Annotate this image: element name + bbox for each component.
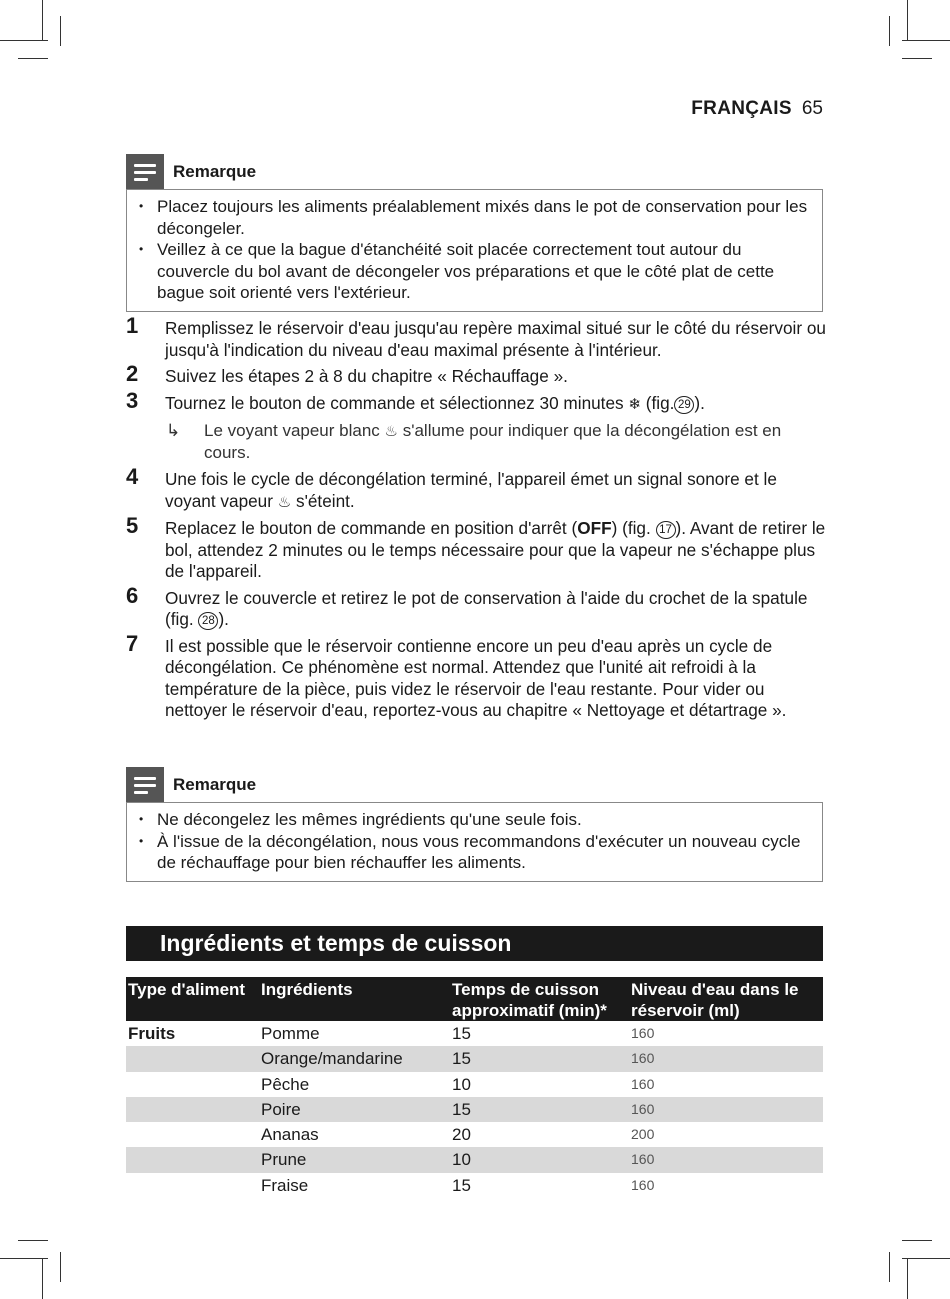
note-icon: [126, 154, 164, 190]
crop-mark: [889, 16, 890, 46]
table-cell: Prune: [259, 1147, 450, 1172]
step-text: Il est possible que le réservoir contienne encore un peu d'eau après un cycle de décongélation. Ce phénomène est normal. Attendez que l'unité ait refroidi à la température de la pièce, puis videz le réservoir de l'eau restante. Pour vider ou nettoyer le réservoir d'eau, reportez-vous au chapitre « Nettoyage et détartrage ».: [165, 635, 787, 720]
figure-reference: 28: [198, 612, 218, 630]
table-cell: Pomme: [261, 1024, 320, 1043]
table-cell: Ananas: [261, 1125, 319, 1145]
crop-mark: [902, 1240, 932, 1241]
table-row: [126, 1046, 823, 1071]
step-text: ). Avant de retirer le bol, attendez 2 minutes ou le temps nécessaire pour que la vapeur ne s'échappe plus de l'appareil.: [165, 518, 826, 581]
table-header-row: [126, 977, 823, 1021]
table-cell: Pêche: [261, 1074, 310, 1094]
crop-mark: [902, 1258, 950, 1259]
steam-icon: ♨: [277, 493, 292, 511]
crop-mark: [18, 1240, 48, 1241]
table-cell: 15: [452, 1024, 471, 1043]
table-cell: [126, 1122, 259, 1147]
table-cell: 160: [631, 1075, 655, 1092]
page-number: 65: [801, 98, 823, 119]
defrost-icon: ❄: [628, 395, 641, 413]
note-bullet: • Placez toujours les aliments préalablement mixés dans le pot de conservation pour les décongeler.: [135, 196, 814, 239]
table-cell: 10: [450, 1147, 629, 1172]
step-text: ) (fig.: [611, 518, 651, 538]
table-row: [126, 1147, 823, 1172]
cooking-table: [126, 977, 823, 1198]
note-bullet: • À l'issue de la décongélation, nous vous recommandons d'exécuter un nouveau cycle de réchauffage pour bien réchauffer les aliments.: [135, 831, 814, 874]
table-cell: Poire: [259, 1097, 450, 1122]
result-text: s'allume pour indiquer que la décongélation est en cours.: [204, 421, 782, 462]
crop-mark: [0, 1258, 48, 1259]
table-cell: Orange/mandarine: [259, 1046, 450, 1071]
table-cell: 10: [452, 1074, 471, 1094]
result-text: Le voyant vapeur blanc: [204, 421, 380, 440]
crop-mark: [42, 0, 43, 40]
step-item: [126, 630, 826, 722]
column-header: Temps de cuisson approximatif (min)*: [450, 977, 629, 1021]
column-header: Type d'aliment: [126, 977, 259, 1021]
figure-reference: 29: [674, 396, 694, 414]
table-cell: 160: [631, 1176, 655, 1193]
step-text: s'éteint.: [295, 490, 355, 511]
crop-mark: [902, 40, 950, 41]
step-text: ).: [218, 609, 229, 629]
table-cell: Fruits: [128, 1024, 176, 1043]
table-row: [126, 1122, 823, 1147]
table-cell: 160: [631, 1025, 655, 1041]
crop-mark: [18, 58, 48, 59]
language-label: FRANÇAIS: [691, 98, 792, 119]
table-cell: 15: [450, 1097, 629, 1122]
table-row: [126, 1097, 823, 1122]
table-cell: [126, 1046, 259, 1071]
section-title: Ingrédients et temps de cuisson: [126, 926, 823, 961]
note-box: [126, 802, 823, 882]
table-cell: 200: [631, 1126, 655, 1143]
step-item: [126, 513, 826, 583]
page-header: [691, 98, 823, 120]
table-cell: [126, 1072, 259, 1097]
step-number: 5: [126, 513, 139, 538]
crop-mark: [889, 1252, 890, 1282]
step-item: [126, 313, 826, 361]
column-header: Niveau d'eau dans le réservoir (ml): [629, 977, 823, 1021]
step-text: Remplissez le réservoir d'eau jusqu'au repère maximal situé sur le côté du réservoir ou jusqu'à l'indication du niveau d'eau maximal présente à l'intérieur.: [165, 318, 826, 360]
step-text: Ouvrez le couvercle et retirez le pot de conservation à l'aide du crochet de la spatule (fig.: [165, 587, 808, 629]
figure-reference: 17: [656, 521, 676, 539]
table-row: [126, 1173, 823, 1198]
step-number: 7: [126, 630, 139, 656]
step-text: ).: [694, 392, 705, 413]
table-row: [126, 1072, 823, 1097]
step-item: [126, 582, 826, 631]
step-item: [126, 464, 826, 513]
table-cell: [126, 1147, 259, 1172]
step-number: 3: [126, 387, 139, 413]
note-box: [126, 189, 823, 312]
note-header: [126, 767, 256, 803]
note-label: Remarque: [173, 775, 257, 794]
note-bullet: • Veillez à ce que la bague d'étanchéité soit placée correctement tout autour du couvercle du bol avant de décongeler vos préparations et que le côté plat de cette bague soit orienté vers l'extérieur.: [135, 239, 814, 304]
step-item: [126, 387, 826, 416]
table-cell: [126, 1097, 259, 1122]
crop-mark: [0, 40, 48, 41]
crop-mark: [902, 58, 932, 59]
step-number: 6: [126, 582, 139, 608]
step-number: 4: [126, 464, 139, 489]
steam-icon: ♨: [384, 423, 398, 440]
step-number: 1: [126, 313, 139, 338]
table-row: [126, 1021, 823, 1046]
table-cell: Fraise: [261, 1175, 309, 1195]
off-label: OFF: [577, 518, 612, 538]
step-text: Suivez les étapes 2 à 8 du chapitre « Réchauffage ».: [165, 366, 568, 386]
crop-mark: [60, 1252, 61, 1282]
crop-mark: [42, 1258, 43, 1299]
note-label: Remarque: [173, 162, 257, 181]
step-text: Une fois le cycle de décongélation terminé, l'appareil émet un signal sonore et le voyant vapeur: [165, 469, 777, 511]
table-cell: 15: [452, 1175, 471, 1195]
column-header: Ingrédients: [259, 977, 450, 1021]
crop-mark: [907, 1258, 908, 1299]
step-result: [126, 420, 826, 463]
result-arrow-icon: ↳: [166, 421, 181, 440]
step-item: [126, 361, 826, 388]
table-cell: 15: [450, 1046, 629, 1071]
note-icon: [126, 767, 164, 803]
crop-mark: [60, 16, 61, 46]
step-text: Tournez le bouton de commande et sélectionnez 30 minutes: [165, 392, 624, 413]
note-header: [126, 154, 256, 190]
table-cell: 20: [452, 1125, 471, 1145]
step-text: (fig.: [645, 392, 675, 413]
note-bullet: • Ne décongelez les mêmes ingrédients qu'une seule fois.: [135, 809, 814, 831]
step-text: Replacez le bouton de commande en position d'arrêt (: [165, 518, 578, 538]
table-cell: [126, 1173, 259, 1198]
table-cell: 160: [629, 1097, 823, 1122]
crop-mark: [907, 0, 908, 40]
steps-list: [126, 313, 826, 727]
table-cell: 160: [629, 1147, 823, 1172]
table-cell: 160: [629, 1046, 823, 1071]
step-number: 2: [126, 361, 139, 386]
